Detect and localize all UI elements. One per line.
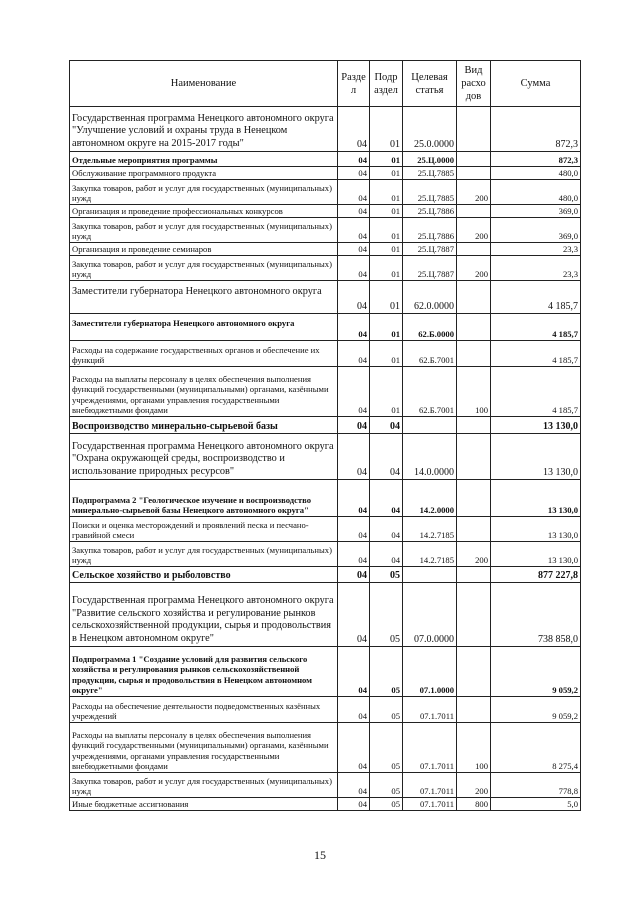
row-vid: 800 xyxy=(457,798,491,811)
row-podrazdel: 05 xyxy=(370,723,403,773)
row-vid xyxy=(457,152,491,167)
row-vid xyxy=(457,167,491,180)
row-sum: 778,8 xyxy=(491,773,581,798)
row-name: Организация и проведение семинаров xyxy=(70,243,338,256)
row-razdel: 04 xyxy=(338,107,370,152)
header-vid: Вид расхо дов xyxy=(457,61,491,107)
table-row xyxy=(70,567,581,583)
table-row xyxy=(70,218,581,243)
row-name: Сельское хозяйство и рыболовство xyxy=(70,567,338,583)
row-sum: 13 130,0 xyxy=(491,480,581,517)
table-row xyxy=(70,647,581,697)
row-name: Государственная программа Ненецкого автономного округа "Улучшение условий и охраны труда в Ненецком автономном округе на 2015-2017 годы" xyxy=(70,107,338,152)
table-row xyxy=(70,107,581,152)
row-vid xyxy=(457,314,491,341)
row-razdel: 04 xyxy=(338,773,370,798)
row-razdel: 04 xyxy=(338,583,370,647)
table-row xyxy=(70,256,581,281)
row-vid xyxy=(457,647,491,697)
row-podrazdel: 04 xyxy=(370,417,403,434)
row-name: Организация и проведение профессиональных конкурсов xyxy=(70,205,338,218)
row-name: Закупка товаров, работ и услуг для государственных (муниципальных) нужд xyxy=(70,256,338,281)
row-sum: 480,0 xyxy=(491,180,581,205)
row-razdel: 04 xyxy=(338,281,370,314)
row-sum: 23,3 xyxy=(491,256,581,281)
row-vid: 200 xyxy=(457,542,491,567)
row-vid xyxy=(457,480,491,517)
table-row xyxy=(70,697,581,723)
row-vid: 100 xyxy=(457,723,491,773)
row-sum: 480,0 xyxy=(491,167,581,180)
header-podrazdel: Подр аздел xyxy=(370,61,403,107)
row-target: 07.1.7011 xyxy=(403,773,457,798)
budget-table xyxy=(69,60,581,811)
row-target: 62.Б.7001 xyxy=(403,341,457,367)
row-podrazdel: 01 xyxy=(370,281,403,314)
row-razdel: 04 xyxy=(338,205,370,218)
row-podrazdel: 05 xyxy=(370,798,403,811)
row-podrazdel: 05 xyxy=(370,697,403,723)
row-sum: 13 130,0 xyxy=(491,542,581,567)
row-target: 14.0.0000 xyxy=(403,434,457,480)
row-sum: 4 185,7 xyxy=(491,281,581,314)
page-number: 15 xyxy=(314,848,326,862)
table-row xyxy=(70,180,581,205)
table-row xyxy=(70,314,581,341)
row-name: Подпрограмма 1 "Создание условий для развития сельского хозяйства и регулирования рынков сельскохозяйственной продукции, сырья и продовольствия в Ненецком автономном округе" xyxy=(70,647,338,697)
row-podrazdel: 01 xyxy=(370,205,403,218)
row-sum: 4 185,7 xyxy=(491,314,581,341)
row-name: Государственная программа Ненецкого автономного округа "Охрана окружающей среды, воспроизводство и использование природных ресурсов" xyxy=(70,434,338,480)
table-row xyxy=(70,583,581,647)
row-sum: 4 185,7 xyxy=(491,341,581,367)
row-target: 25.Ц.7887 xyxy=(403,243,457,256)
table-row xyxy=(70,434,581,480)
row-sum: 13 130,0 xyxy=(491,434,581,480)
table-row xyxy=(70,152,581,167)
row-razdel: 04 xyxy=(338,697,370,723)
table-row xyxy=(70,723,581,773)
row-name: Расходы на выплаты персоналу в целях обеспечения выполнения функций государственными (муниципальными) органами, казёнными учреждениями, органами управления государственными внебюджетными фондами xyxy=(70,367,338,417)
row-target: 62.0.0000 xyxy=(403,281,457,314)
row-target: 14.2.0000 xyxy=(403,480,457,517)
row-podrazdel: 01 xyxy=(370,107,403,152)
row-podrazdel: 01 xyxy=(370,180,403,205)
row-target: 14.2.7185 xyxy=(403,517,457,542)
row-podrazdel: 01 xyxy=(370,167,403,180)
row-vid xyxy=(457,697,491,723)
row-name: Закупка товаров, работ и услуг для государственных (муниципальных) нужд xyxy=(70,773,338,798)
table-row xyxy=(70,367,581,417)
row-sum: 5,0 xyxy=(491,798,581,811)
row-razdel: 04 xyxy=(338,218,370,243)
row-target: 07.1.0000 xyxy=(403,647,457,697)
row-razdel: 04 xyxy=(338,567,370,583)
header-target: Целевая статья xyxy=(403,61,457,107)
row-razdel: 04 xyxy=(338,243,370,256)
table-row xyxy=(70,243,581,256)
row-sum: 8 275,4 xyxy=(491,723,581,773)
row-podrazdel: 01 xyxy=(370,218,403,243)
row-vid xyxy=(457,583,491,647)
row-podrazdel: 01 xyxy=(370,341,403,367)
table-row xyxy=(70,773,581,798)
row-target: 62.Б.0000 xyxy=(403,314,457,341)
row-name: Расходы на содержание государственных органов и обеспечение их функций xyxy=(70,341,338,367)
row-vid xyxy=(457,107,491,152)
row-podrazdel: 04 xyxy=(370,517,403,542)
row-vid xyxy=(457,281,491,314)
row-razdel: 04 xyxy=(338,723,370,773)
row-podrazdel: 05 xyxy=(370,773,403,798)
row-name: Закупка товаров, работ и услуг для государственных (муниципальных) нужд xyxy=(70,180,338,205)
row-sum: 13 130,0 xyxy=(491,517,581,542)
table-row xyxy=(70,517,581,542)
row-razdel: 04 xyxy=(338,480,370,517)
row-sum: 369,0 xyxy=(491,205,581,218)
row-podrazdel: 05 xyxy=(370,647,403,697)
row-podrazdel: 01 xyxy=(370,243,403,256)
row-podrazdel: 04 xyxy=(370,434,403,480)
row-name: Государственная программа Ненецкого автономного округа "Развитие сельского хозяйства и регулирование рынков сельскохозяйственной продукции, сырья и продовольствия в Ненецком автономном округе" xyxy=(70,583,338,647)
table-header-row xyxy=(70,61,581,107)
row-sum: 369,0 xyxy=(491,218,581,243)
row-name: Отдельные мероприятия программы xyxy=(70,152,338,167)
row-razdel: 04 xyxy=(338,152,370,167)
row-target: 25.Ц.7886 xyxy=(403,205,457,218)
row-name: Закупка товаров, работ и услуг для государственных (муниципальных) нужд xyxy=(70,542,338,567)
row-sum: 13 130,0 xyxy=(491,417,581,434)
row-sum: 4 185,7 xyxy=(491,367,581,417)
row-podrazdel: 04 xyxy=(370,480,403,517)
row-vid xyxy=(457,205,491,218)
row-razdel: 04 xyxy=(338,367,370,417)
row-razdel: 04 xyxy=(338,341,370,367)
table-row xyxy=(70,205,581,218)
row-target xyxy=(403,417,457,434)
header-name: Наименование xyxy=(70,61,338,107)
row-vid: 100 xyxy=(457,367,491,417)
row-razdel: 04 xyxy=(338,417,370,434)
row-sum: 9 059,2 xyxy=(491,697,581,723)
row-name: Обслуживание программного продукта xyxy=(70,167,338,180)
row-vid xyxy=(457,417,491,434)
row-vid: 200 xyxy=(457,773,491,798)
row-target: 62.Б.7001 xyxy=(403,367,457,417)
row-sum: 738 858,0 xyxy=(491,583,581,647)
row-podrazdel: 01 xyxy=(370,152,403,167)
row-name: Заместители губернатора Ненецкого автономного округа xyxy=(70,281,338,314)
row-vid xyxy=(457,567,491,583)
row-sum: 872,3 xyxy=(491,152,581,167)
row-name: Расходы на обеспечение деятельности подведомственных казённых учреждений xyxy=(70,697,338,723)
row-vid: 200 xyxy=(457,256,491,281)
row-podrazdel: 01 xyxy=(370,367,403,417)
row-target: 25.Ц.0000 xyxy=(403,152,457,167)
row-razdel: 04 xyxy=(338,542,370,567)
row-razdel: 04 xyxy=(338,180,370,205)
table-row xyxy=(70,341,581,367)
table-row xyxy=(70,281,581,314)
row-target: 07.1.7011 xyxy=(403,798,457,811)
row-target: 07.1.7011 xyxy=(403,723,457,773)
row-name: Поиски и оценка месторождений и проявлений песка и песчано-гравийной смеси xyxy=(70,517,338,542)
header-sum: Сумма xyxy=(491,61,581,107)
row-target: 07.1.7011 xyxy=(403,697,457,723)
row-name: Закупка товаров, работ и услуг для государственных (муниципальных) нужд xyxy=(70,218,338,243)
row-target: 25.Ц.7887 xyxy=(403,256,457,281)
row-vid xyxy=(457,341,491,367)
row-target: 25.Ц.7885 xyxy=(403,167,457,180)
row-razdel: 04 xyxy=(338,167,370,180)
row-podrazdel: 04 xyxy=(370,542,403,567)
table-row xyxy=(70,167,581,180)
row-target: 25.Ц.7886 xyxy=(403,218,457,243)
row-vid xyxy=(457,434,491,480)
table-row xyxy=(70,542,581,567)
row-razdel: 04 xyxy=(338,434,370,480)
row-vid xyxy=(457,517,491,542)
row-name: Подпрограмма 2 "Геологическое изучение и воспроизводство минерально-сырьевой базы Ненецкого автономного округа" xyxy=(70,480,338,517)
table-row xyxy=(70,480,581,517)
row-vid xyxy=(457,243,491,256)
row-name: Расходы на выплаты персоналу в целях обеспечения выполнения функций государственными (муниципальными) органами, казёнными учреждениями, органами управления государственными внебюджетными фондами xyxy=(70,723,338,773)
row-podrazdel: 01 xyxy=(370,256,403,281)
row-vid: 200 xyxy=(457,218,491,243)
row-target: 25.Ц.7885 xyxy=(403,180,457,205)
row-sum: 9 059,2 xyxy=(491,647,581,697)
row-razdel: 04 xyxy=(338,798,370,811)
row-target xyxy=(403,567,457,583)
row-name: Заместители губернатора Ненецкого автономного округа xyxy=(70,314,338,341)
row-razdel: 04 xyxy=(338,647,370,697)
row-target: 14.2.7185 xyxy=(403,542,457,567)
table-row xyxy=(70,417,581,434)
row-name: Иные бюджетные ассигнования xyxy=(70,798,338,811)
row-podrazdel: 05 xyxy=(370,583,403,647)
row-target: 25.0.0000 xyxy=(403,107,457,152)
row-razdel: 04 xyxy=(338,256,370,281)
row-name: Воспроизводство минерально-сырьевой базы xyxy=(70,417,338,434)
row-sum: 23,3 xyxy=(491,243,581,256)
row-razdel: 04 xyxy=(338,314,370,341)
row-sum: 877 227,8 xyxy=(491,567,581,583)
row-podrazdel: 05 xyxy=(370,567,403,583)
row-razdel: 04 xyxy=(338,517,370,542)
table-row xyxy=(70,798,581,811)
row-sum: 872,3 xyxy=(491,107,581,152)
header-razdel: Разде л xyxy=(338,61,370,107)
row-vid: 200 xyxy=(457,180,491,205)
row-target: 07.0.0000 xyxy=(403,583,457,647)
row-podrazdel: 01 xyxy=(370,314,403,341)
